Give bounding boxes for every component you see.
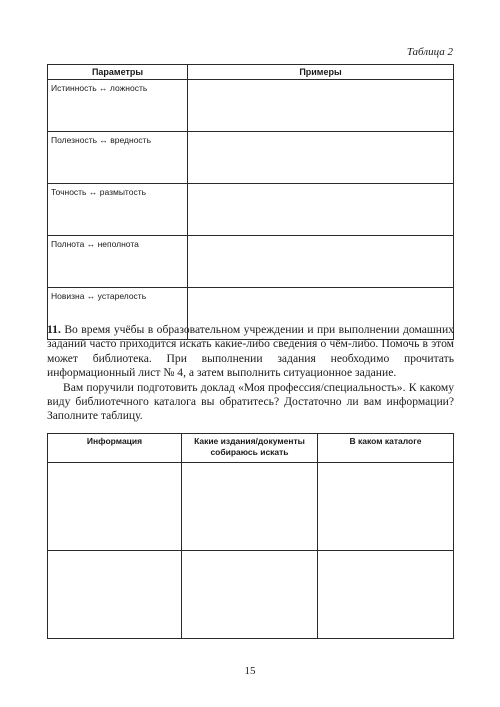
table-caption: Таблица 2 bbox=[406, 46, 453, 58]
example-cell bbox=[188, 184, 454, 236]
task-paragraph-1-text: Во время учёбы в образовательном учреждении и при выполнении домашних заданий часто приходится искать какие-либо сведения о чём-либо. Помочь в этом может библиотека. При выполнении задания необходимо прочитать информационный лист № 4, а затем выполнить ситуационное задание. bbox=[47, 323, 454, 380]
table-row bbox=[48, 184, 454, 236]
table-cell bbox=[48, 463, 182, 551]
example-cell bbox=[188, 236, 454, 288]
example-cell bbox=[188, 132, 454, 184]
table-row bbox=[48, 463, 454, 551]
task-paragraph-1 bbox=[47, 323, 454, 381]
example-cell bbox=[188, 80, 454, 132]
parameter-cell: Истинность ↔ ложность bbox=[48, 80, 188, 132]
table-header-row bbox=[48, 65, 454, 80]
page-number: 15 bbox=[244, 665, 256, 677]
parameters-table bbox=[47, 64, 454, 340]
column-header-examples: Примеры bbox=[188, 65, 454, 80]
column-header-catalog: В каком каталоге bbox=[318, 434, 454, 463]
parameter-cell: Полнота ↔ неполнота bbox=[48, 236, 188, 288]
table-cell bbox=[48, 551, 182, 639]
task-text bbox=[47, 323, 454, 424]
table-cell bbox=[182, 551, 318, 639]
table-header-row bbox=[48, 434, 454, 463]
column-header-information: Информация bbox=[48, 434, 182, 463]
task-paragraph-2: Вам поручили подготовить доклад «Моя профессия/специальность». К какому виду библиотечного каталога вы обратитесь? Достаточно ли вам информации? Заполните таблицу. bbox=[47, 380, 454, 423]
parameter-cell: Точность ↔ размытость bbox=[48, 184, 188, 236]
library-search-table bbox=[47, 433, 454, 639]
table-row bbox=[48, 236, 454, 288]
parameter-cell: Полезность ↔ вредность bbox=[48, 132, 188, 184]
table-cell bbox=[182, 463, 318, 551]
parameter-cell: Новизна ↔ устарелость bbox=[48, 288, 188, 340]
table-cell bbox=[318, 463, 454, 551]
table-cell bbox=[318, 551, 454, 639]
table-row bbox=[48, 80, 454, 132]
column-header-documents: Какие издания/документы собираюсь искать bbox=[182, 434, 318, 463]
table-row bbox=[48, 132, 454, 184]
table-row bbox=[48, 551, 454, 639]
task-number: 11. bbox=[47, 323, 61, 336]
column-header-parameters: Параметры bbox=[48, 65, 188, 80]
